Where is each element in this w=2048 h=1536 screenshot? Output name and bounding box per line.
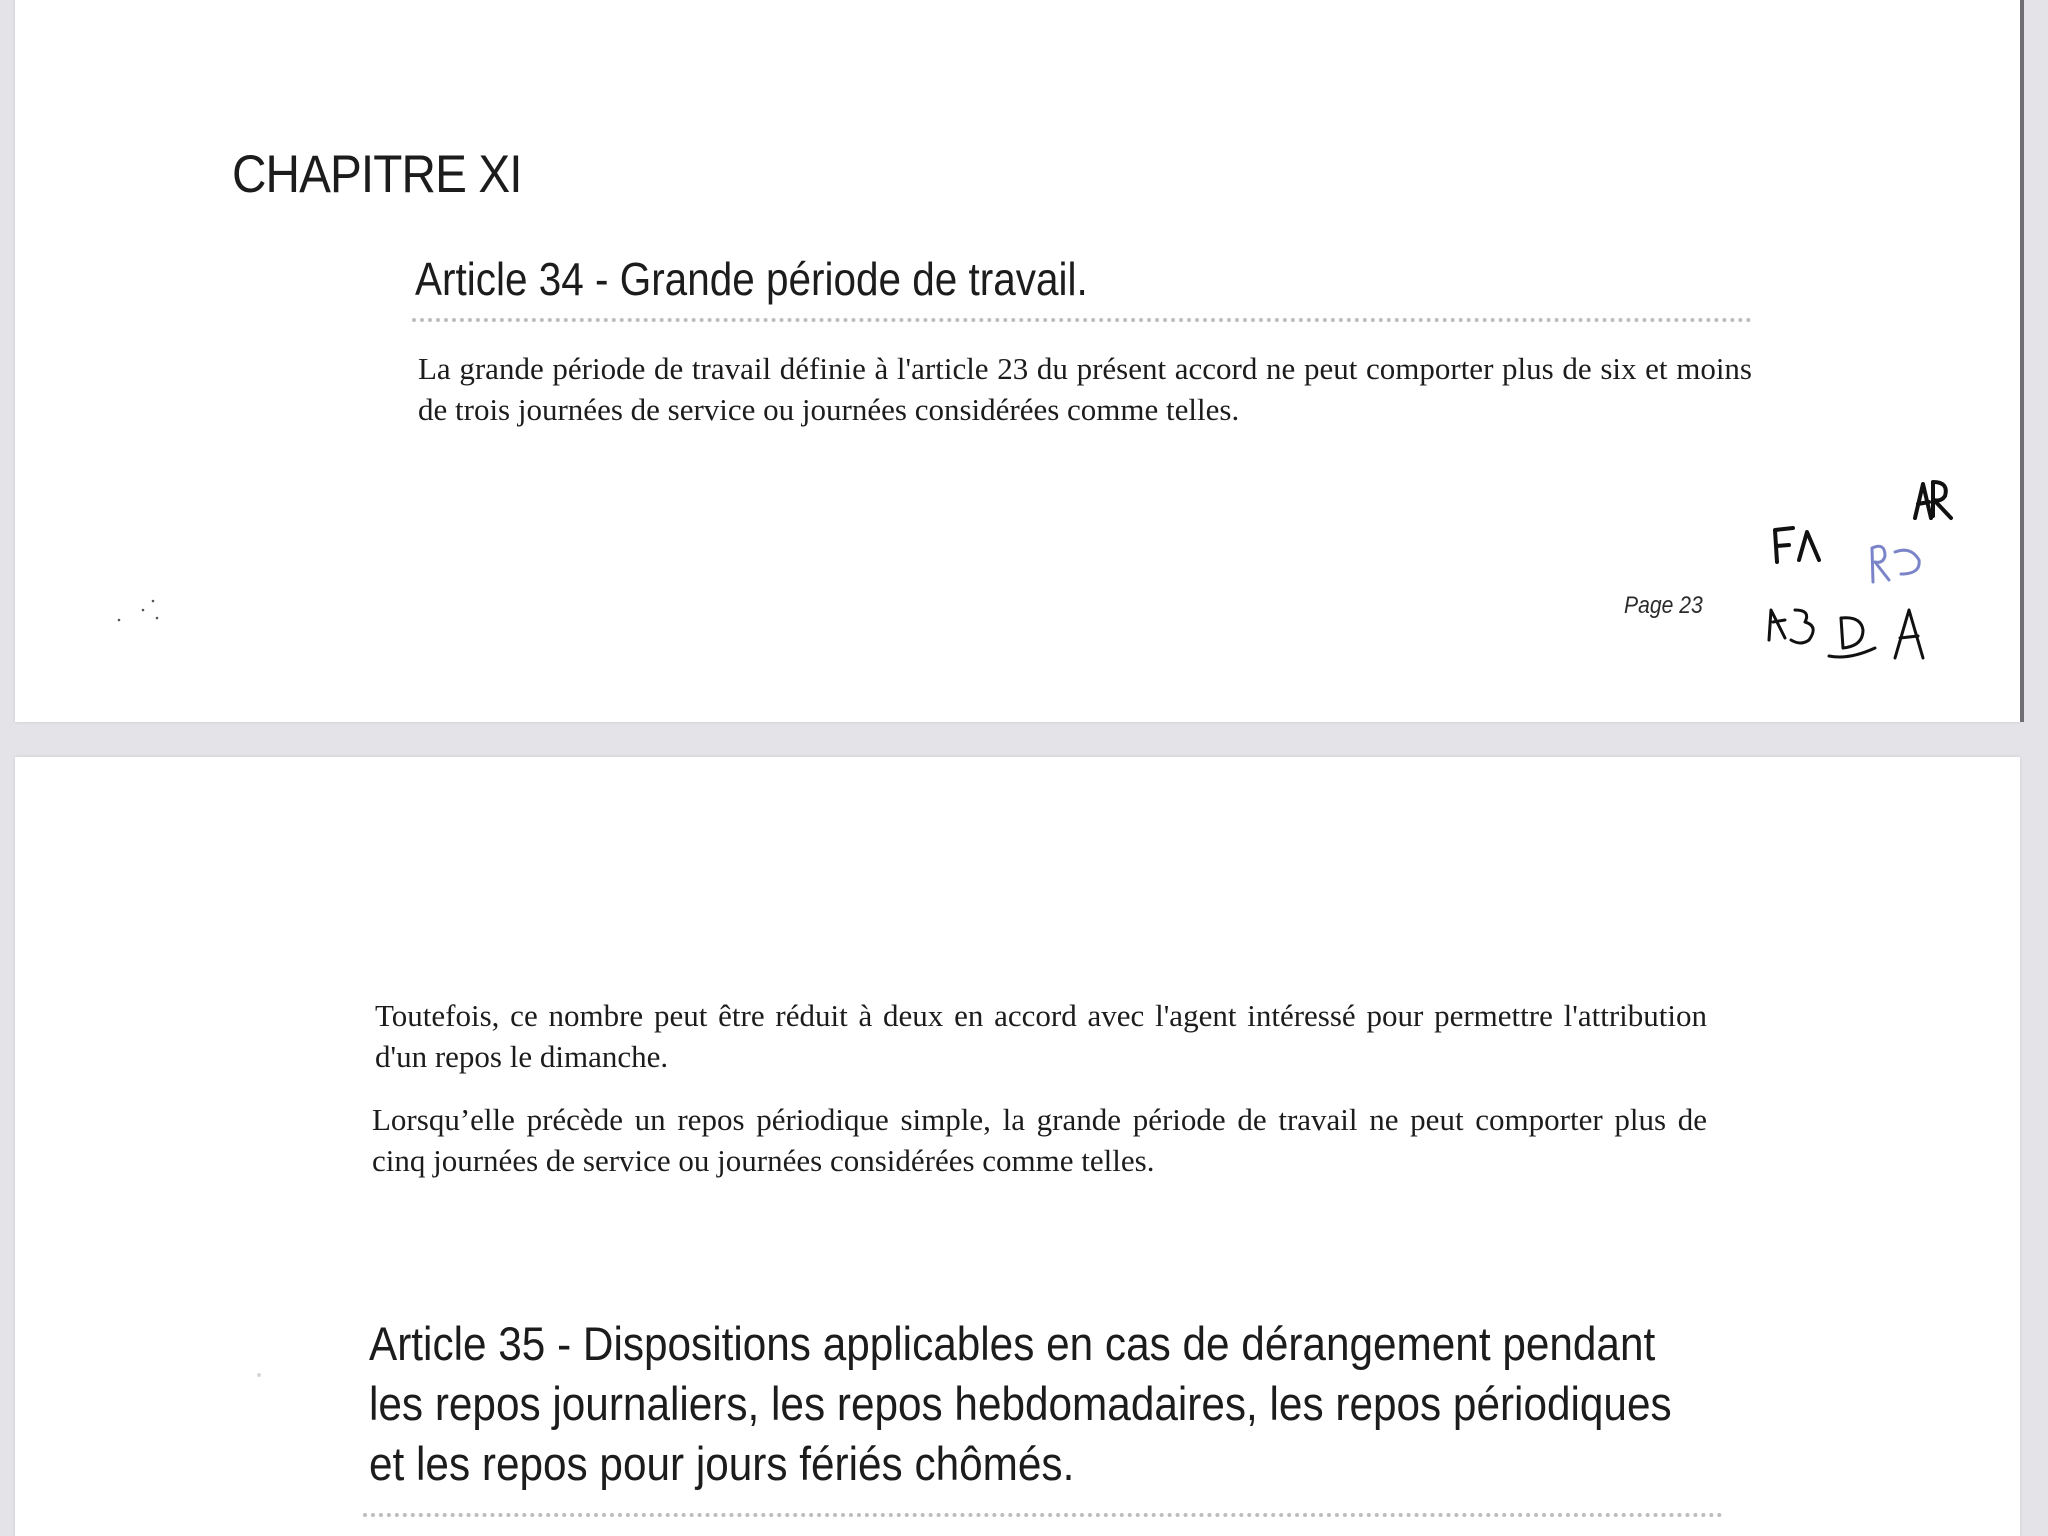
document-page-2 bbox=[15, 757, 2020, 1536]
article-35-divider bbox=[363, 1513, 1723, 1517]
article-35-title-line: les repos journaliers, les repos hebdomadaires, les repos périodiques bbox=[369, 1377, 1672, 1430]
scan-speck-marks bbox=[113, 596, 163, 626]
article-35-title-line: et les repos pour jours fériés chômés. bbox=[369, 1437, 1075, 1490]
page-number: Page 23 bbox=[1624, 592, 1703, 619]
article-34-paragraph: La grande période de travail définie à l'article 23 du présent accord ne peut comporter plus de six et moins de trois journées de service ou journées considérées comme telles. bbox=[418, 351, 1752, 427]
scan-speck-mark bbox=[257, 1373, 261, 1377]
handwritten-initials-signature bbox=[1745, 470, 1995, 710]
article-35-title-line: Article 35 - Dispositions applicables en cas de dérangement pendant bbox=[369, 1317, 1656, 1370]
document-page-1 bbox=[15, 0, 2020, 722]
article-35-title bbox=[369, 1314, 1721, 1494]
page-edge-shadow bbox=[2020, 0, 2024, 722]
article-34-divider bbox=[412, 318, 1752, 322]
article-34-paragraph-continued: Lorsqu’elle précède un repos périodique simple, la grande période de travail ne peut comporter plus de cinq journées de service ou journées considérées comme telles. bbox=[372, 1102, 1707, 1178]
article-34-title: Article 34 - Grande période de travail. bbox=[415, 253, 1088, 305]
article-34-paragraph-continued: Toutefois, ce nombre peut être réduit à deux en accord avec l'agent intéressé pour permettre l'attribution d'un repos le dimanche. bbox=[375, 998, 1707, 1074]
chapter-title: CHAPITRE XI bbox=[232, 145, 522, 204]
